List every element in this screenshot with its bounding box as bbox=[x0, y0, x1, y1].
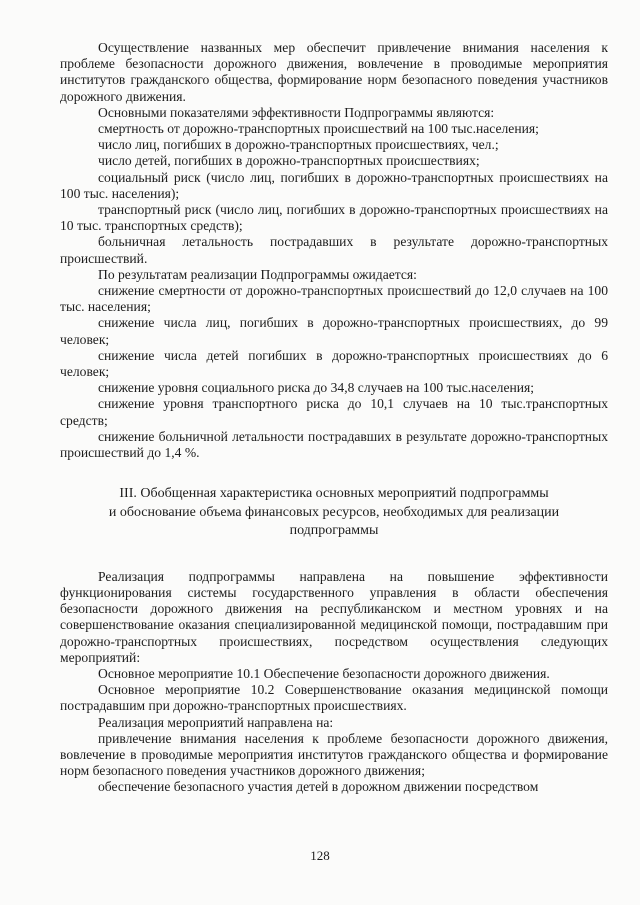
section-heading-line: и обоснование объема финансовых ресурсов, необходимых для реализации bbox=[108, 504, 560, 520]
page-body bbox=[60, 40, 608, 796]
indicator-item: больничная летальность пострадавших в результате дорожно-транспортных происшествий. bbox=[60, 234, 608, 266]
expected-result-item: снижение числа детей погибших в дорожно-транспортных происшествиях до 6 человек; bbox=[60, 347, 608, 380]
paragraph: По результатам реализации Подпрограммы ожидается: bbox=[98, 266, 417, 282]
main-activity-item: Основное мероприятие 10.1 Обеспечение безопасности дорожного движения. bbox=[98, 666, 550, 681]
paragraph: Основными показателями эффективности Подпрограммы являются: bbox=[98, 104, 495, 120]
expected-result-item: снижение числа лиц, погибших в дорожно-транспортных происшествиях, до 99 человек; bbox=[60, 315, 608, 347]
section-heading-line: III. Обобщенная характеристика основных мероприятий подпрограммы bbox=[119, 486, 549, 502]
paragraph: Реализация подпрограммы направлена на повышение эффективности функционирования системы государственного управления в области обеспечения безопасности дорожного движения на республиканском и местном уровнях и на совершенствование оказания специализированной медицинской помощи, пострадавшим при дорожно-транспортных происшествиях, посредством осуществления следующих мероприятий: bbox=[60, 568, 608, 665]
indicator-item: социальный риск (число лиц, погибших в дорожно-транспортных происшествиях на 100 тыс. населения); bbox=[60, 169, 608, 201]
section-heading-line: подпрограммы bbox=[289, 523, 379, 539]
paragraph: Реализация мероприятий направлена на: bbox=[98, 714, 334, 730]
expected-result-item: снижение смертности от дорожно-транспортных происшествий до 12,0 случаев на 100 тыс. населения; bbox=[60, 283, 608, 315]
indicator-item: транспортный риск (число лиц, погибших в дорожно-транспортных происшествиях на 10 тыс. транспортных средств); bbox=[60, 202, 608, 234]
page-number: 128 bbox=[310, 848, 330, 863]
expected-result-item: снижение уровня транспортного риска до 10,1 случаев на 10 тыс.транспортных средств; bbox=[60, 396, 608, 428]
section-heading bbox=[60, 485, 608, 541]
paragraph: Осуществление названных мер обеспечит привлечение внимания населения к проблеме безопасности дорожного движения, вовлечение в проводимые мероприятия институтов гражданского общества, формирование норм безопасного поведения участников дорожного движения. bbox=[60, 40, 608, 104]
indicator-item: число детей, погибших в дорожно-транспортных происшествиях; bbox=[98, 153, 480, 169]
expected-result-item: снижение больничной летальности пострадавших в результате дорожно-транспортных происшествий до 1,4 %. bbox=[60, 428, 608, 461]
activity-goal-item: обеспечение безопасного участия детей в дорожном движении посредством bbox=[98, 779, 539, 795]
indicator-item: число лиц, погибших в дорожно-транспортных происшествиях, чел.; bbox=[98, 137, 499, 153]
main-activity-item: Основное мероприятие 10.2 Совершенствование оказания медицинской помощи пострадавшим при дорожно-транспортных происшествиях. bbox=[60, 682, 608, 714]
activity-goal-item: привлечение внимания населения к проблеме безопасности дорожного движения, вовлечение в проводимые мероприятия институтов гражданского общества и формирование норм безопасного поведения участников дорожного движения; bbox=[60, 730, 608, 779]
expected-result-item: снижение уровня социального риска до 34,8 случаев на 100 тыс.населения; bbox=[98, 380, 535, 396]
indicator-item: смертность от дорожно-транспортных происшествий на 100 тыс.населения; bbox=[98, 121, 539, 137]
